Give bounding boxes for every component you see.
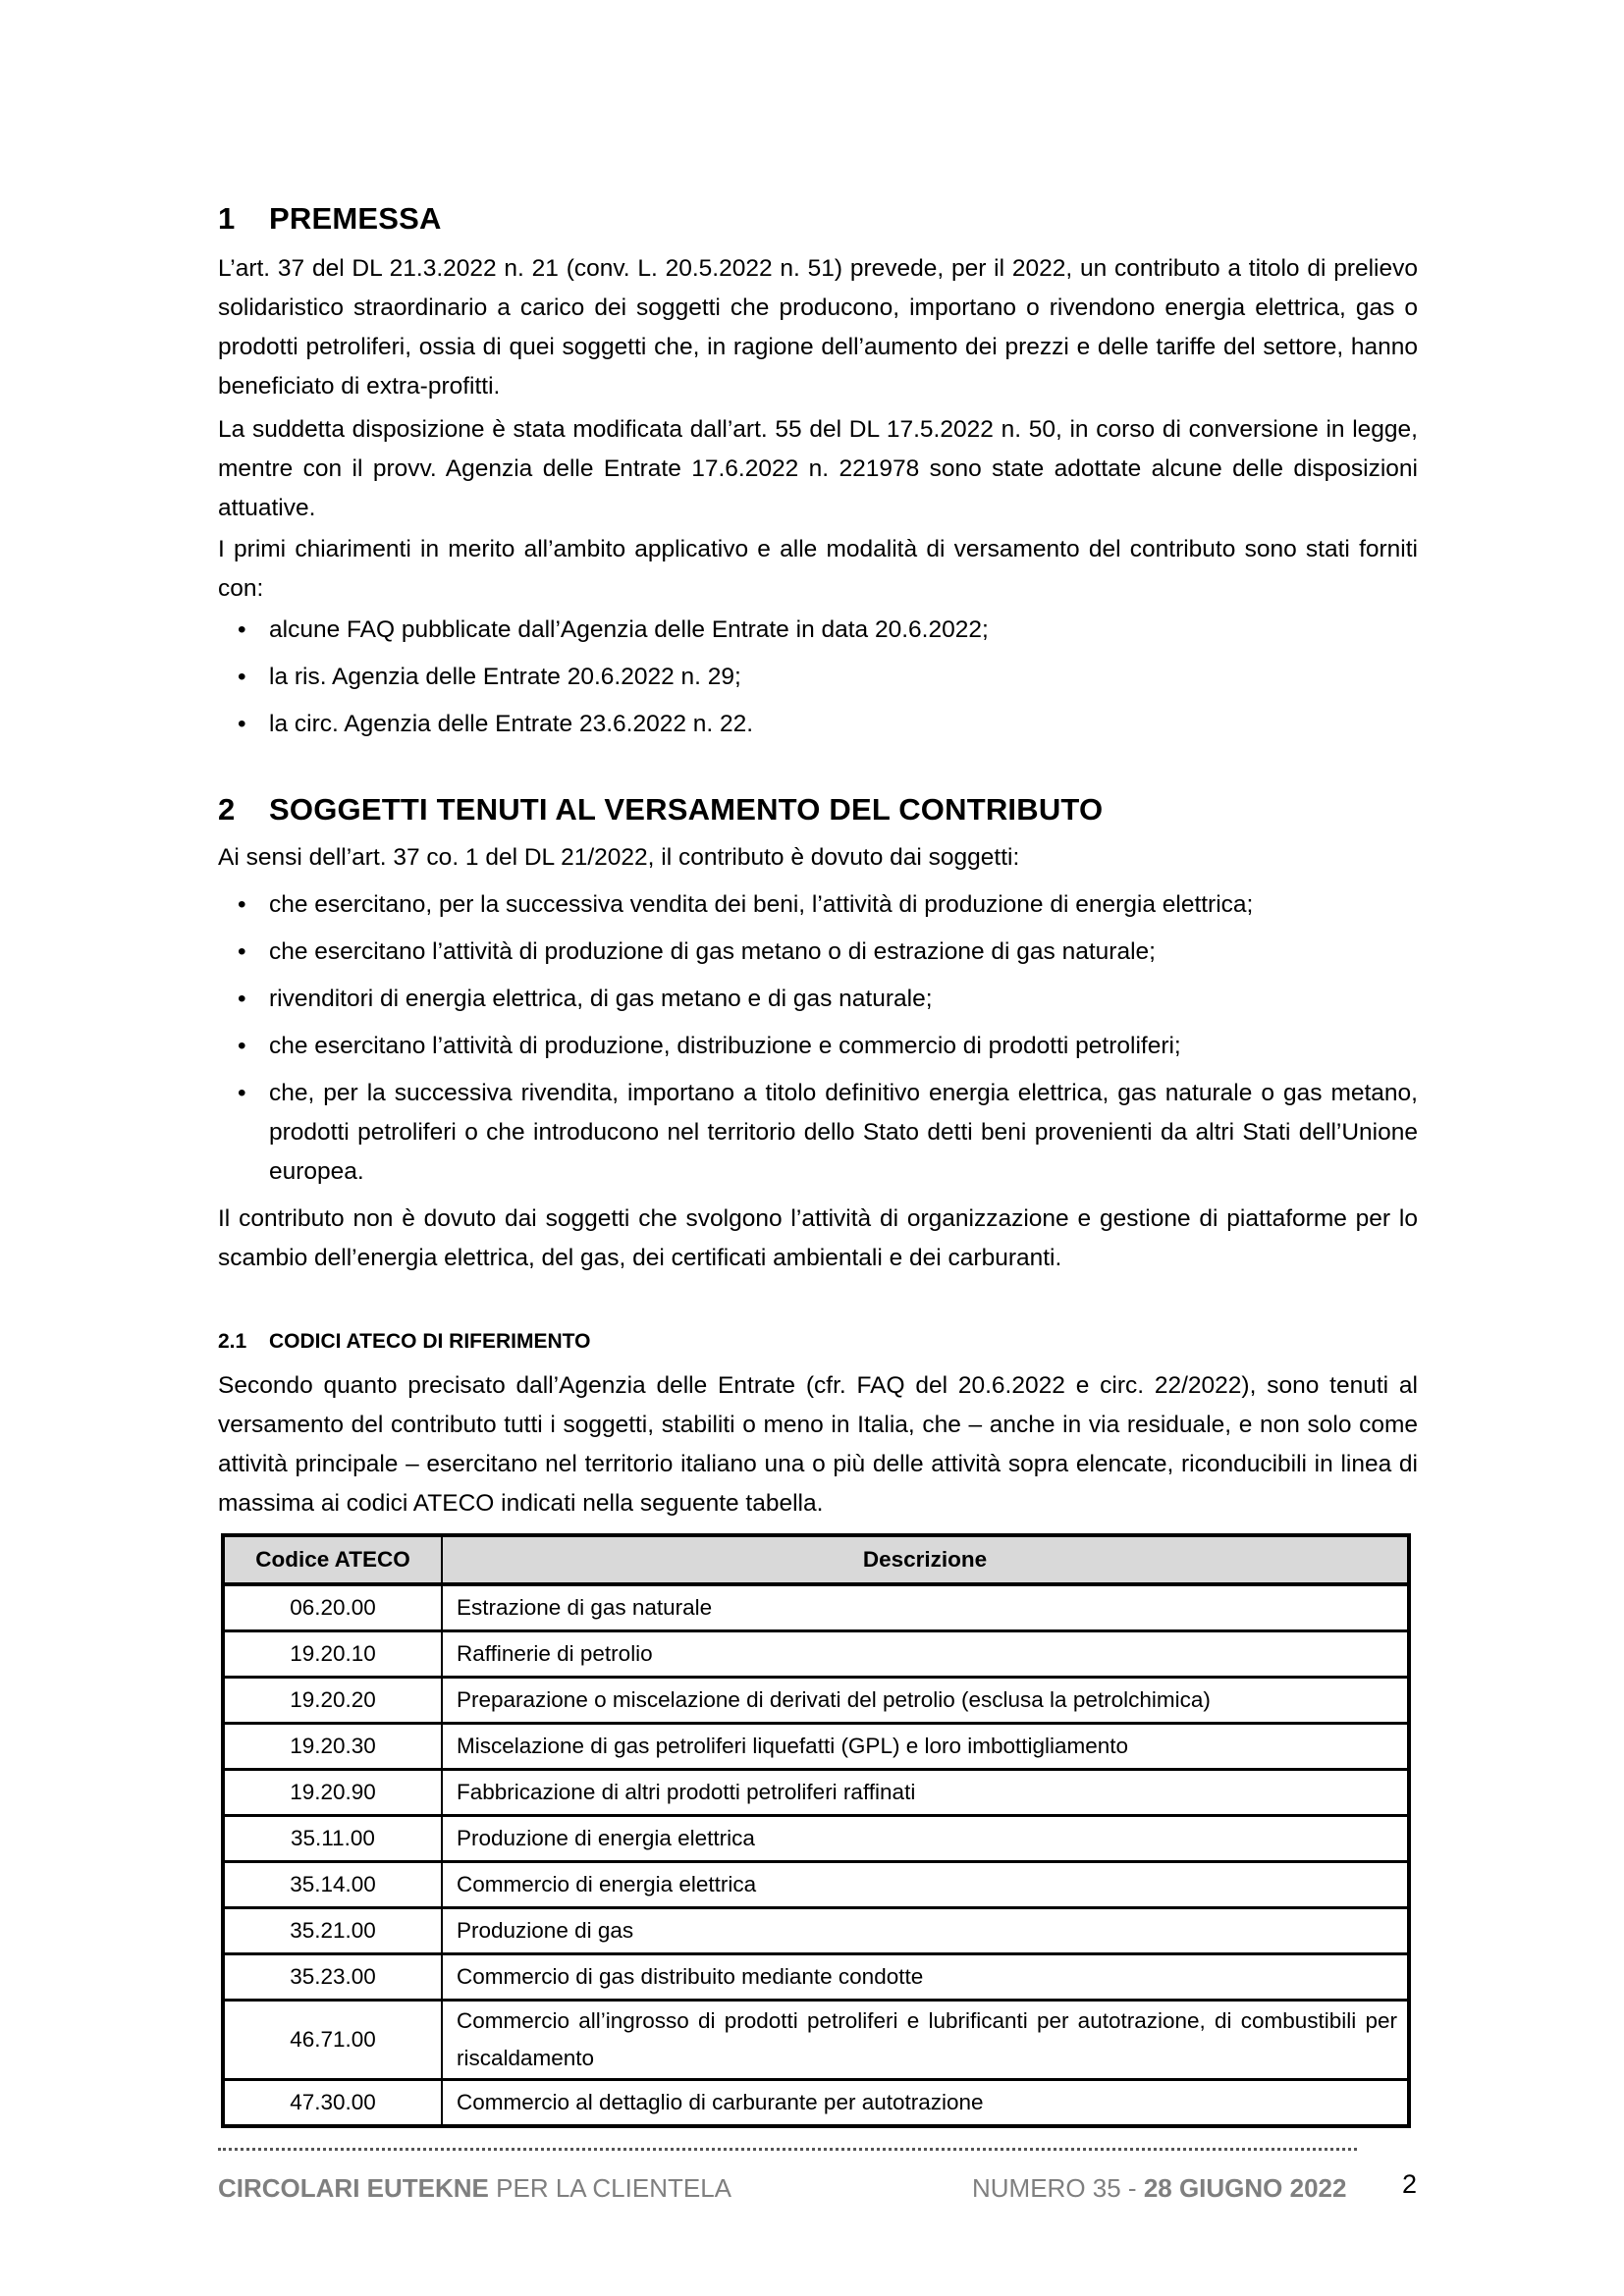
table-row: 19.20.20 Preparazione o miscelazione di derivati del petrolio (esclusa la petrolchimica) xyxy=(223,1678,1409,1724)
list-item: • che, per la successiva rivendita, importano a titolo definitivo energia elettrica, gas naturale o gas metano, prodotti petroliferi o che introducono nel territorio dello Stato detti beni provenienti da altri Stati dell’Unione europea. xyxy=(218,1074,1418,1192)
list-item: • che esercitano, per la successiva vendita dei beni, l’attività di produzione di energia elettrica; xyxy=(218,885,1418,925)
paragraph: I primi chiarimenti in merito all’ambito applicativo e alle modalità di versamento del contributo sono stati forniti con: xyxy=(218,536,1418,602)
bullet-list xyxy=(218,885,1418,1200)
table-row: 06.20.00 Estrazione di gas naturale xyxy=(223,1584,1409,1631)
table-row: 35.14.00 Commercio di energia elettrica xyxy=(223,1862,1409,1908)
paragraph: Ai sensi dell’art. 37 co. 1 del DL 21/2022, il contributo è dovuto dai soggetti: xyxy=(218,844,1020,871)
table-row: 19.20.10 Raffinerie di petrolio xyxy=(223,1631,1409,1678)
bullet-icon: • xyxy=(238,1033,246,1059)
page-number: 2 xyxy=(1402,2169,1418,2199)
paragraph: Secondo quanto precisato dall’Agenzia delle Entrate (cfr. FAQ del 20.6.2022 e circ. 22/2022), sono tenuti al versamento del contributo tutti i soggetti, stabiliti o meno in Italia, che – anche in via residuale, e non solo come attività principale – esercitano nel territorio italiano una o più delle attività sopra elencate, riconducibili in linea di massima ai codici ATECO indicati nella seguente tabella. xyxy=(218,1372,1418,1517)
table-row: 47.30.00 Commercio al dettaglio di carburante per autotrazione xyxy=(223,2080,1409,2127)
bullet-icon: • xyxy=(238,938,246,965)
footer-issue-date: NUMERO 35 - 28 GIUGNO 2022 xyxy=(972,2173,1347,2203)
table-row: 46.71.00 Commercio all’ingrosso di prodotti petroliferi e lubrificanti per autotrazione, di combustibili per riscaldamento xyxy=(223,2001,1409,2080)
table-row: 35.11.00 Produzione di energia elettrica xyxy=(223,1816,1409,1862)
bullet-icon: • xyxy=(238,664,246,690)
footer-divider xyxy=(218,2148,1357,2151)
section-title: SOGGETTI TENUTI AL VERSAMENTO DEL CONTRIBUTO xyxy=(269,792,1104,827)
table-row: 35.21.00 Produzione di gas xyxy=(223,1908,1409,1954)
list-item: • la ris. Agenzia delle Entrate 20.6.2022 n. 29; xyxy=(218,658,1418,697)
section-number: 2 xyxy=(218,792,236,827)
table-row: 19.20.90 Fabbricazione di altri prodotti petroliferi raffinati xyxy=(223,1770,1409,1816)
list-item: • che esercitano l’attività di produzione, distribuzione e commercio di prodotti petroliferi; xyxy=(218,1027,1418,1066)
column-header-code: Codice ATECO xyxy=(223,1535,442,1584)
section-title: PREMESSA xyxy=(269,201,442,236)
ateco-table xyxy=(221,1533,1411,2128)
bullet-icon: • xyxy=(238,616,246,643)
paragraph: La suddetta disposizione è stata modificata dall’art. 55 del DL 17.5.2022 n. 50, in corso di conversione in legge, mentre con il provv. Agenzia delle Entrate 17.6.2022 n. 221978 sono state adottate alcune delle disposizioni attuative. xyxy=(218,416,1418,521)
table-row: 19.20.30 Miscelazione di gas petroliferi liquefatti (GPL) e loro imbottigliamento xyxy=(223,1724,1409,1770)
section-2-heading xyxy=(218,790,1103,829)
table-row: 35.23.00 Commercio di gas distribuito mediante condotte xyxy=(223,1954,1409,2001)
paragraph: Il contributo non è dovuto dai soggetti che svolgono l’attività di organizzazione e gestione di piattaforme per lo scambio dell’energia elettrica, del gas, dei certificati ambientali e dei carburanti. xyxy=(218,1205,1418,1271)
column-header-description: Descrizione xyxy=(442,1535,1409,1584)
bullet-icon: • xyxy=(238,1080,246,1106)
section-title: CODICI ATECO DI RIFERIMENTO xyxy=(269,1330,591,1353)
list-item: • alcune FAQ pubblicate dall’Agenzia delle Entrate in data 20.6.2022; xyxy=(218,611,1418,650)
bullet-icon: • xyxy=(238,711,246,737)
list-item: • la circ. Agenzia delle Entrate 23.6.2022 n. 22. xyxy=(218,705,1418,744)
bullet-list xyxy=(218,611,1418,752)
list-item: • rivenditori di energia elettrica, di gas metano e di gas naturale; xyxy=(218,980,1418,1019)
section-number: 1 xyxy=(218,201,236,236)
footer-publication-name: CIRCOLARI EUTEKNE PER LA CLIENTELA xyxy=(218,2173,732,2203)
table-header-row xyxy=(223,1535,1409,1584)
section-2-1-heading xyxy=(218,1327,590,1357)
section-1-heading xyxy=(218,199,442,239)
paragraph: L’art. 37 del DL 21.3.2022 n. 21 (conv. L. 20.5.2022 n. 51) prevede, per il 2022, un contributo a titolo di prelievo solidaristico straordinario a carico dei soggetti che producono, importano o rivendono energia elettrica, gas o prodotti petroliferi, ossia di quei soggetti che, in ragione dell’aumento dei prezzi e delle tariffe del settore, hanno beneficiato di extra-profitti. xyxy=(218,255,1418,400)
section-number: 2.1 xyxy=(218,1330,247,1353)
bullet-icon: • xyxy=(238,891,246,918)
bullet-icon: • xyxy=(238,986,246,1012)
list-item: • che esercitano l’attività di produzione di gas metano o di estrazione di gas naturale; xyxy=(218,933,1418,972)
